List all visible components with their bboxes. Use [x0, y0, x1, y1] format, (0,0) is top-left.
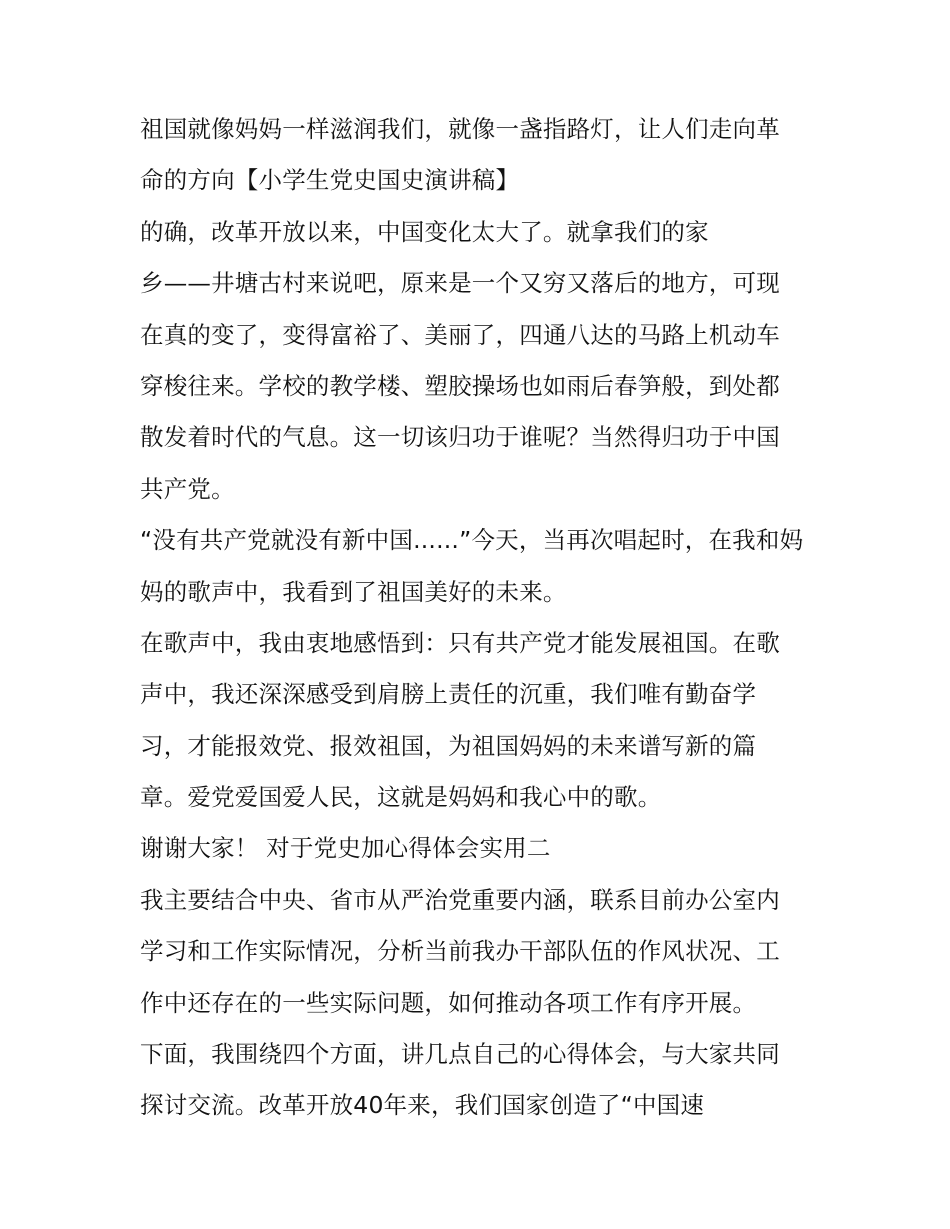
text-line: 共产党。: [140, 474, 235, 503]
text-line: “没有共产党就没有新中国......”今天，当再次唱起时，在我和妈: [140, 526, 804, 555]
text-line: 命的方向【小学生党史国史演讲稿】: [140, 166, 520, 195]
text-line: 祖国就像妈妈一样滋润我们，就像一盏指路灯，让人们走向革: [140, 115, 780, 143]
paragraph: [140, 823, 820, 874]
text-line: 作中还存在的一些实际问题，如何推动各项工作有序开展。: [140, 988, 757, 1017]
text-line: 学习和工作实际情况，分析当前我办干部队伍的作风状况、工: [140, 937, 780, 966]
text-line: 散发着时代的气息。这一切该归功于谁呢？当然得归功于中国: [140, 423, 780, 452]
text-line: 在真的变了，变得富裕了、美丽了，四通八达的马路上机动车: [140, 320, 780, 349]
paragraph: [140, 515, 820, 618]
paragraph: [140, 207, 820, 515]
paragraph: [140, 618, 820, 824]
paragraph: [140, 875, 820, 1029]
text-line: 探讨交流。改革开放40年来，我们国家创造了“中国速: [140, 1091, 705, 1120]
text-line: 习，才能报效党、报效祖国，为祖国妈妈的未来谱写新的篇: [140, 731, 757, 760]
text-line: 乡——井塘古村来说吧，原来是一个又穷又落后的地方，可现: [140, 269, 780, 298]
text-line: 在歌声中，我由衷地感悟到：只有共产党才能发展祖国。在歌: [140, 628, 780, 657]
document-body: [140, 104, 820, 1132]
paragraph: [140, 104, 820, 207]
text-line: 我主要结合中央、省市从严治党重要内涵，联系目前办公室内: [140, 885, 780, 914]
text-line: 下面，我围绕四个方面，讲几点自己的心得体会，与大家共同: [140, 1040, 780, 1069]
paragraph: [140, 1029, 820, 1132]
text-line: 妈的歌声中，我看到了祖国美好的未来。: [140, 577, 567, 606]
text-line: 谢谢大家！ 对于党史加心得体会实用二: [140, 834, 551, 863]
text-line: 的确，改革开放以来，中国变化太大了。就拿我们的家: [140, 217, 709, 246]
text-line: 声中，我还深深感受到肩膀上责任的沉重，我们唯有勤奋学: [140, 680, 757, 709]
text-line: 章。爱党爱国爱人民，这就是妈妈和我心中的歌。: [140, 783, 662, 812]
text-line: 穿梭往来。学校的教学楼、塑胶操场也如雨后春笋般，到处都: [140, 371, 780, 400]
